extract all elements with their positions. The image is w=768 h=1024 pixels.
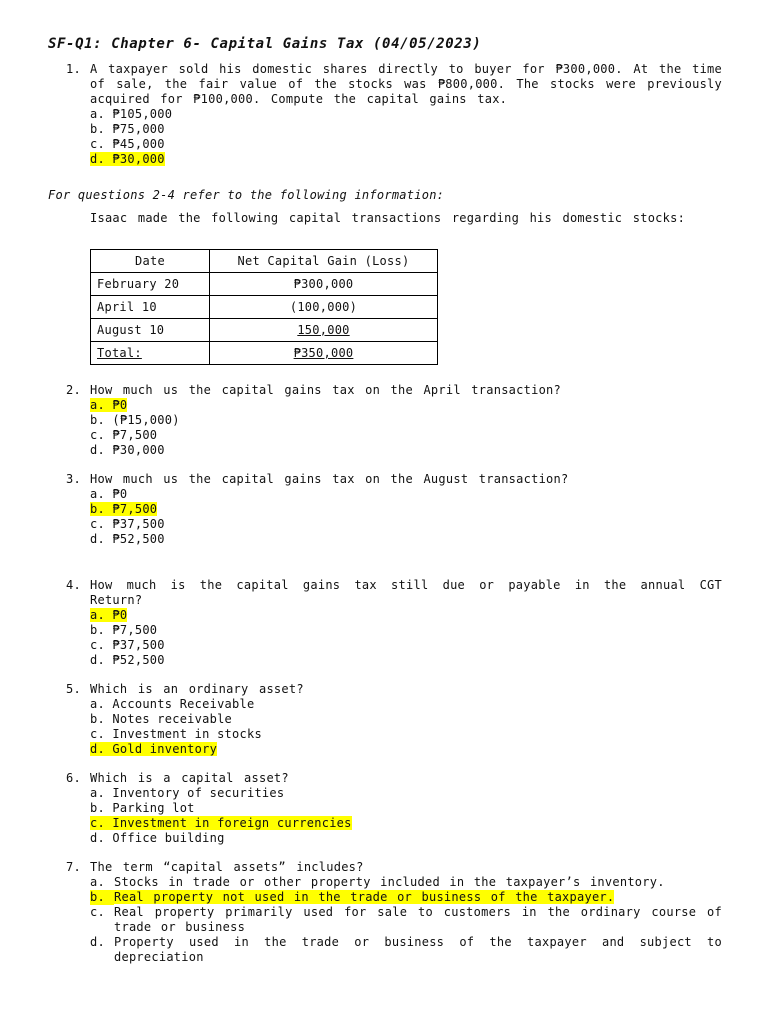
option-b: b. (₱15,000) xyxy=(90,413,180,427)
option-b-answer xyxy=(90,890,722,905)
table-row xyxy=(91,273,438,296)
option-d-answer xyxy=(90,152,722,167)
table-header-row xyxy=(91,250,438,273)
option-a: a. Stocks in trade or other property included in the taxpayer’s inventory. xyxy=(90,875,665,889)
option-b: b. ₱7,500 xyxy=(90,623,158,637)
option-d-answer xyxy=(90,742,722,757)
question-number: 4. xyxy=(66,578,81,592)
table-cell-amount: 150,000 xyxy=(210,319,438,342)
question-number: 5. xyxy=(66,682,81,696)
option-b-answer xyxy=(90,502,722,517)
table-total-value: ₱350,000 xyxy=(210,342,438,365)
option-a: a. ₱0 xyxy=(90,487,128,501)
capital-transactions-table xyxy=(90,249,438,365)
option-d: d. ₱30,000 xyxy=(90,443,165,457)
question-number: 1. xyxy=(66,62,81,76)
answer-highlight: d. ₱30,000 xyxy=(90,152,165,166)
table-cell-amount: (100,000) xyxy=(210,296,438,319)
question-stem: Which is an ordinary asset? xyxy=(90,682,304,696)
option-b: b. ₱75,000 xyxy=(90,122,165,136)
column-header: Date xyxy=(91,250,210,273)
table-total-label: Total: xyxy=(91,342,210,365)
question-stem: A taxpayer sold his domestic shares directly to buyer for ₱300,000. At the time of sale, the fair value of the stocks was ₱800,000. The stocks were previously acquired for ₱100,000. Compute the capital gains tax. xyxy=(90,62,722,106)
question-4 xyxy=(66,578,722,668)
answer-highlight: Real property not used in the trade or business of the taxpayer. xyxy=(114,890,615,904)
scenario-intro: Isaac made the following capital transactions regarding his domestic stocks: xyxy=(90,211,686,225)
table-cell-amount: ₱300,000 xyxy=(210,273,438,296)
option-c: c. Investment in stocks xyxy=(90,727,262,741)
option-c-answer xyxy=(90,816,722,831)
option-c: c. ₱7,500 xyxy=(90,428,158,442)
question-7 xyxy=(66,860,722,965)
option-a: a. ₱105,000 xyxy=(90,107,173,121)
answer-highlight: c. Investment in foreign currencies xyxy=(90,816,352,830)
question-5 xyxy=(66,682,722,757)
question-stem: How much us the capital gains tax on the August transaction? xyxy=(90,472,569,486)
option-a-answer xyxy=(90,398,722,413)
answer-highlight: b. ₱7,500 xyxy=(90,502,158,516)
question-6 xyxy=(66,771,722,846)
question-stem: How much is the capital gains tax still due or payable in the annual CGT Return? xyxy=(90,578,722,607)
answer-highlight: a. ₱0 xyxy=(90,608,128,622)
option-b: b. Notes receivable xyxy=(90,712,233,726)
option-d: d. Property used in the trade or business of the taxpayer and subject to depreciation xyxy=(90,935,722,964)
option-b: b. Parking lot xyxy=(90,801,195,815)
question-stem: Which is a capital asset? xyxy=(90,771,289,785)
question-number: 6. xyxy=(66,771,81,785)
table-row xyxy=(91,296,438,319)
option-a: a. Inventory of securities xyxy=(90,786,285,800)
option-d: d. ₱52,500 xyxy=(90,532,165,546)
column-header: Net Capital Gain (Loss) xyxy=(210,250,438,273)
option-c: c. Real property primarily used for sale to customers in the ordinary course of trade or business xyxy=(90,905,722,934)
table-total-row xyxy=(91,342,438,365)
question-1 xyxy=(66,62,722,167)
question-number: 2. xyxy=(66,383,81,397)
question-2 xyxy=(66,383,722,458)
option-d: d. Office building xyxy=(90,831,225,845)
table-cell-date: February 20 xyxy=(91,273,210,296)
table-row xyxy=(91,319,438,342)
question-stem: How much us the capital gains tax on the April transaction? xyxy=(90,383,562,397)
answer-highlight: d. Gold inventory xyxy=(90,742,218,756)
option-c: c. ₱45,000 xyxy=(90,137,165,151)
page-title: SF-Q1: Chapter 6- Capital Gains Tax (04/05/2023) xyxy=(48,36,482,52)
option-c: c. ₱37,500 xyxy=(90,638,165,652)
group-note: For questions 2-4 refer to the following information: xyxy=(48,188,445,202)
table-cell-date: August 10 xyxy=(91,319,210,342)
table-cell-date: April 10 xyxy=(91,296,210,319)
option-d: d. ₱52,500 xyxy=(90,653,165,667)
option-a: a. Accounts Receivable xyxy=(90,697,255,711)
option-a-answer xyxy=(90,608,722,623)
answer-highlight: a. ₱0 xyxy=(90,398,128,412)
answer-highlight: b. xyxy=(90,890,114,905)
question-stem: The term “capital assets” includes? xyxy=(90,860,364,874)
question-number: 7. xyxy=(66,860,81,874)
option-c: c. ₱37,500 xyxy=(90,517,165,531)
question-3 xyxy=(66,472,722,547)
question-number: 3. xyxy=(66,472,81,486)
